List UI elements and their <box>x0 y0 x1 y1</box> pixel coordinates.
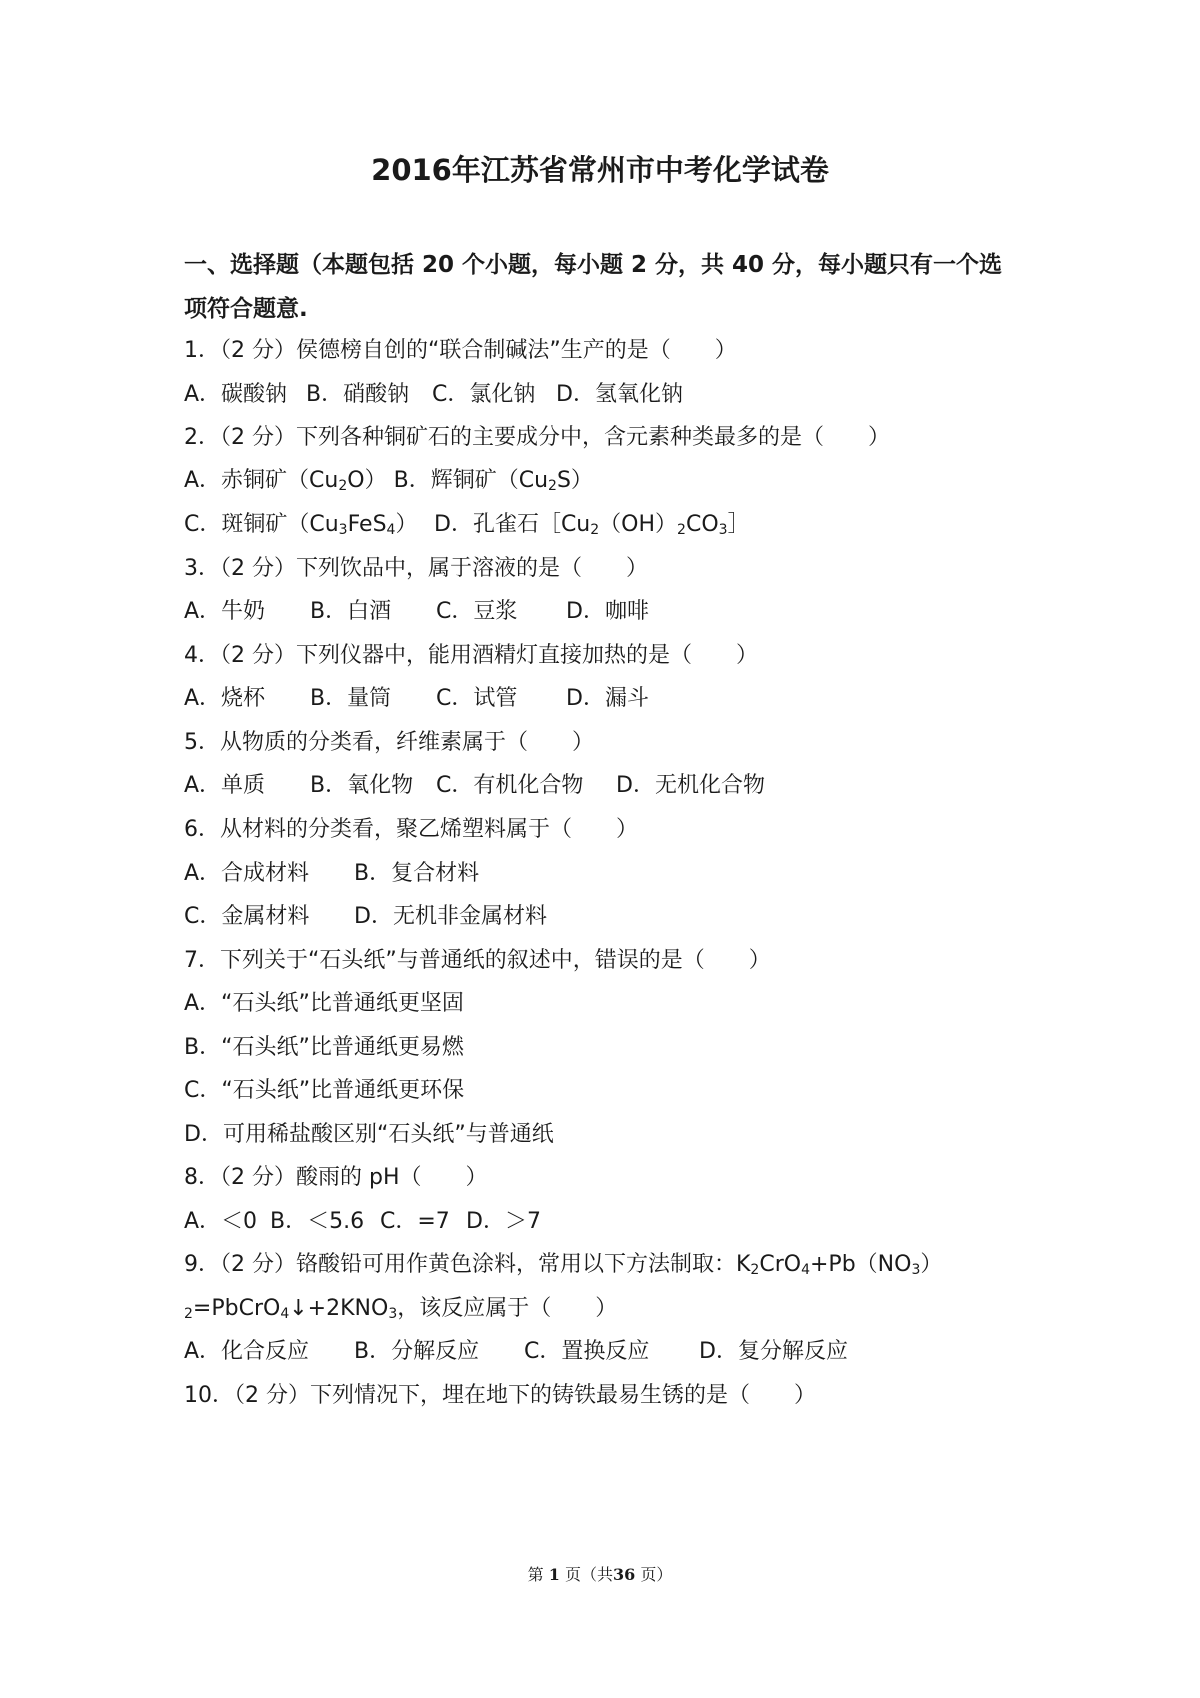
question-6-options-ab <box>184 856 1064 887</box>
question-7-stem: 7．下列关于“石头纸”与普通纸的叙述中，错误的是（ ） <box>184 948 771 973</box>
option-b: B．白酒 <box>310 599 392 624</box>
option-b: B．分解反应 <box>354 1339 480 1364</box>
option-a: A．化合反应 <box>184 1339 310 1364</box>
option-a: A．合成材料 <box>184 861 310 886</box>
question-6-stem: 6．从材料的分类看，聚乙烯塑料属于（ ） <box>184 817 638 842</box>
option-d: D．无机非金属材料 <box>354 904 547 929</box>
option-b: B．＜5.6 <box>270 1209 365 1234</box>
question-7-option-b: B．“石头纸”比普通纸更易燃 <box>184 1035 464 1060</box>
option-b: B．氧化物 <box>310 773 414 798</box>
option-d: D．＞7 <box>466 1209 541 1234</box>
section-heading-cont: 项符合题意. <box>184 296 308 322</box>
option-c: C．斑铜矿$(Cu_3FeS_4)$ <box>184 512 418 538</box>
question-6-options-cd <box>184 899 1064 930</box>
question-9-stem: 9．（2 分）铬酸铅可用作黄色涂料，常用以下方法制取：$K_2CrO_4+Pb(NO_3)$ <box>184 1252 943 1278</box>
section-heading: 一、选择题（本题包括 20 个小题，每小题 2 分，共 40 分，每小题只有一个选 <box>184 252 1003 278</box>
option-d: D．漏斗 <box>566 686 649 711</box>
page-title: 2016年江苏省常州市中考化学试卷 <box>371 153 829 187</box>
option-a: A．赤铜矿$(Cu_2O)$ <box>184 468 387 494</box>
option-d: D．咖啡 <box>566 599 649 624</box>
question-9-options <box>184 1334 1064 1365</box>
option-c: C．试管 <box>436 686 518 711</box>
option-b: B．硝酸钠 <box>306 382 410 407</box>
option-b: B．量筒 <box>310 686 392 711</box>
question-7-option-a: A．“石头纸”比普通纸更坚固 <box>184 991 464 1016</box>
page-total: 36 <box>612 1565 636 1584</box>
question-2-stem: 2．（2 分）下列各种铜矿石的主要成分中，含元素种类最多的是（ ） <box>184 425 890 450</box>
option-c: C．置换反应 <box>524 1339 650 1364</box>
option-a: A．烧杯 <box>184 686 266 711</box>
page-number: 1 <box>548 1565 560 1584</box>
option-b: B．辉铜矿$(Cu_2S)$ <box>393 468 593 494</box>
question-4-options <box>184 681 1064 712</box>
page-footer: 第 1 页（共36 页） <box>527 1565 673 1584</box>
question-10-stem: 10．（2 分）下列情况下，埋在地下的铸铁最易生锈的是（ ） <box>184 1383 816 1408</box>
question-2-options-cd <box>184 507 1064 538</box>
question-4-stem: 4．（2 分）下列仪器中，能用酒精灯直接加热的是（ ） <box>184 643 758 668</box>
question-3-options <box>184 594 1064 625</box>
question-8-stem: 8．（2 分）酸雨的 pH（ ） <box>184 1165 488 1190</box>
question-7-option-c: C．“石头纸”比普通纸更环保 <box>184 1078 465 1103</box>
question-1-stem: 1．（2 分）侯德榜自创的“联合制碱法”生产的是（ ） <box>184 338 737 363</box>
option-a: A．碳酸钠 <box>184 382 288 407</box>
option-c: C．豆浆 <box>436 599 518 624</box>
question-9-stem-cont: $_2=PbCrO_4↓+2KNO_3$，该反应属于（ ） <box>184 1296 618 1322</box>
option-b: B．复合材料 <box>354 861 480 886</box>
option-a: A．单质 <box>184 773 266 798</box>
option-d: D．复分解反应 <box>699 1339 848 1364</box>
option-c: C．有机化合物 <box>436 773 584 798</box>
question-5-options <box>184 768 1064 799</box>
option-d: D．无机化合物 <box>616 773 765 798</box>
question-5-stem: 5．从物质的分类看，纤维素属于（ ） <box>184 730 594 755</box>
option-c: C．氯化钠 <box>432 382 536 407</box>
option-d: D．孔雀石$[Cu_2(OH)_2CO_3]$ <box>434 512 750 538</box>
question-1-options <box>184 377 1064 408</box>
option-d: D．氢氧化钠 <box>556 382 683 407</box>
option-c: C．=7 <box>380 1209 450 1234</box>
option-a: A．牛奶 <box>184 599 266 624</box>
question-8-options <box>184 1204 1064 1235</box>
question-3-stem: 3．（2 分）下列饮品中，属于溶液的是（ ） <box>184 556 648 581</box>
option-a: A．＜0 <box>184 1209 258 1234</box>
question-7-option-d: D．可用稀盐酸区别“石头纸”与普通纸 <box>184 1122 554 1147</box>
option-c: C．金属材料 <box>184 904 310 929</box>
question-2-options-ab <box>184 463 1064 494</box>
